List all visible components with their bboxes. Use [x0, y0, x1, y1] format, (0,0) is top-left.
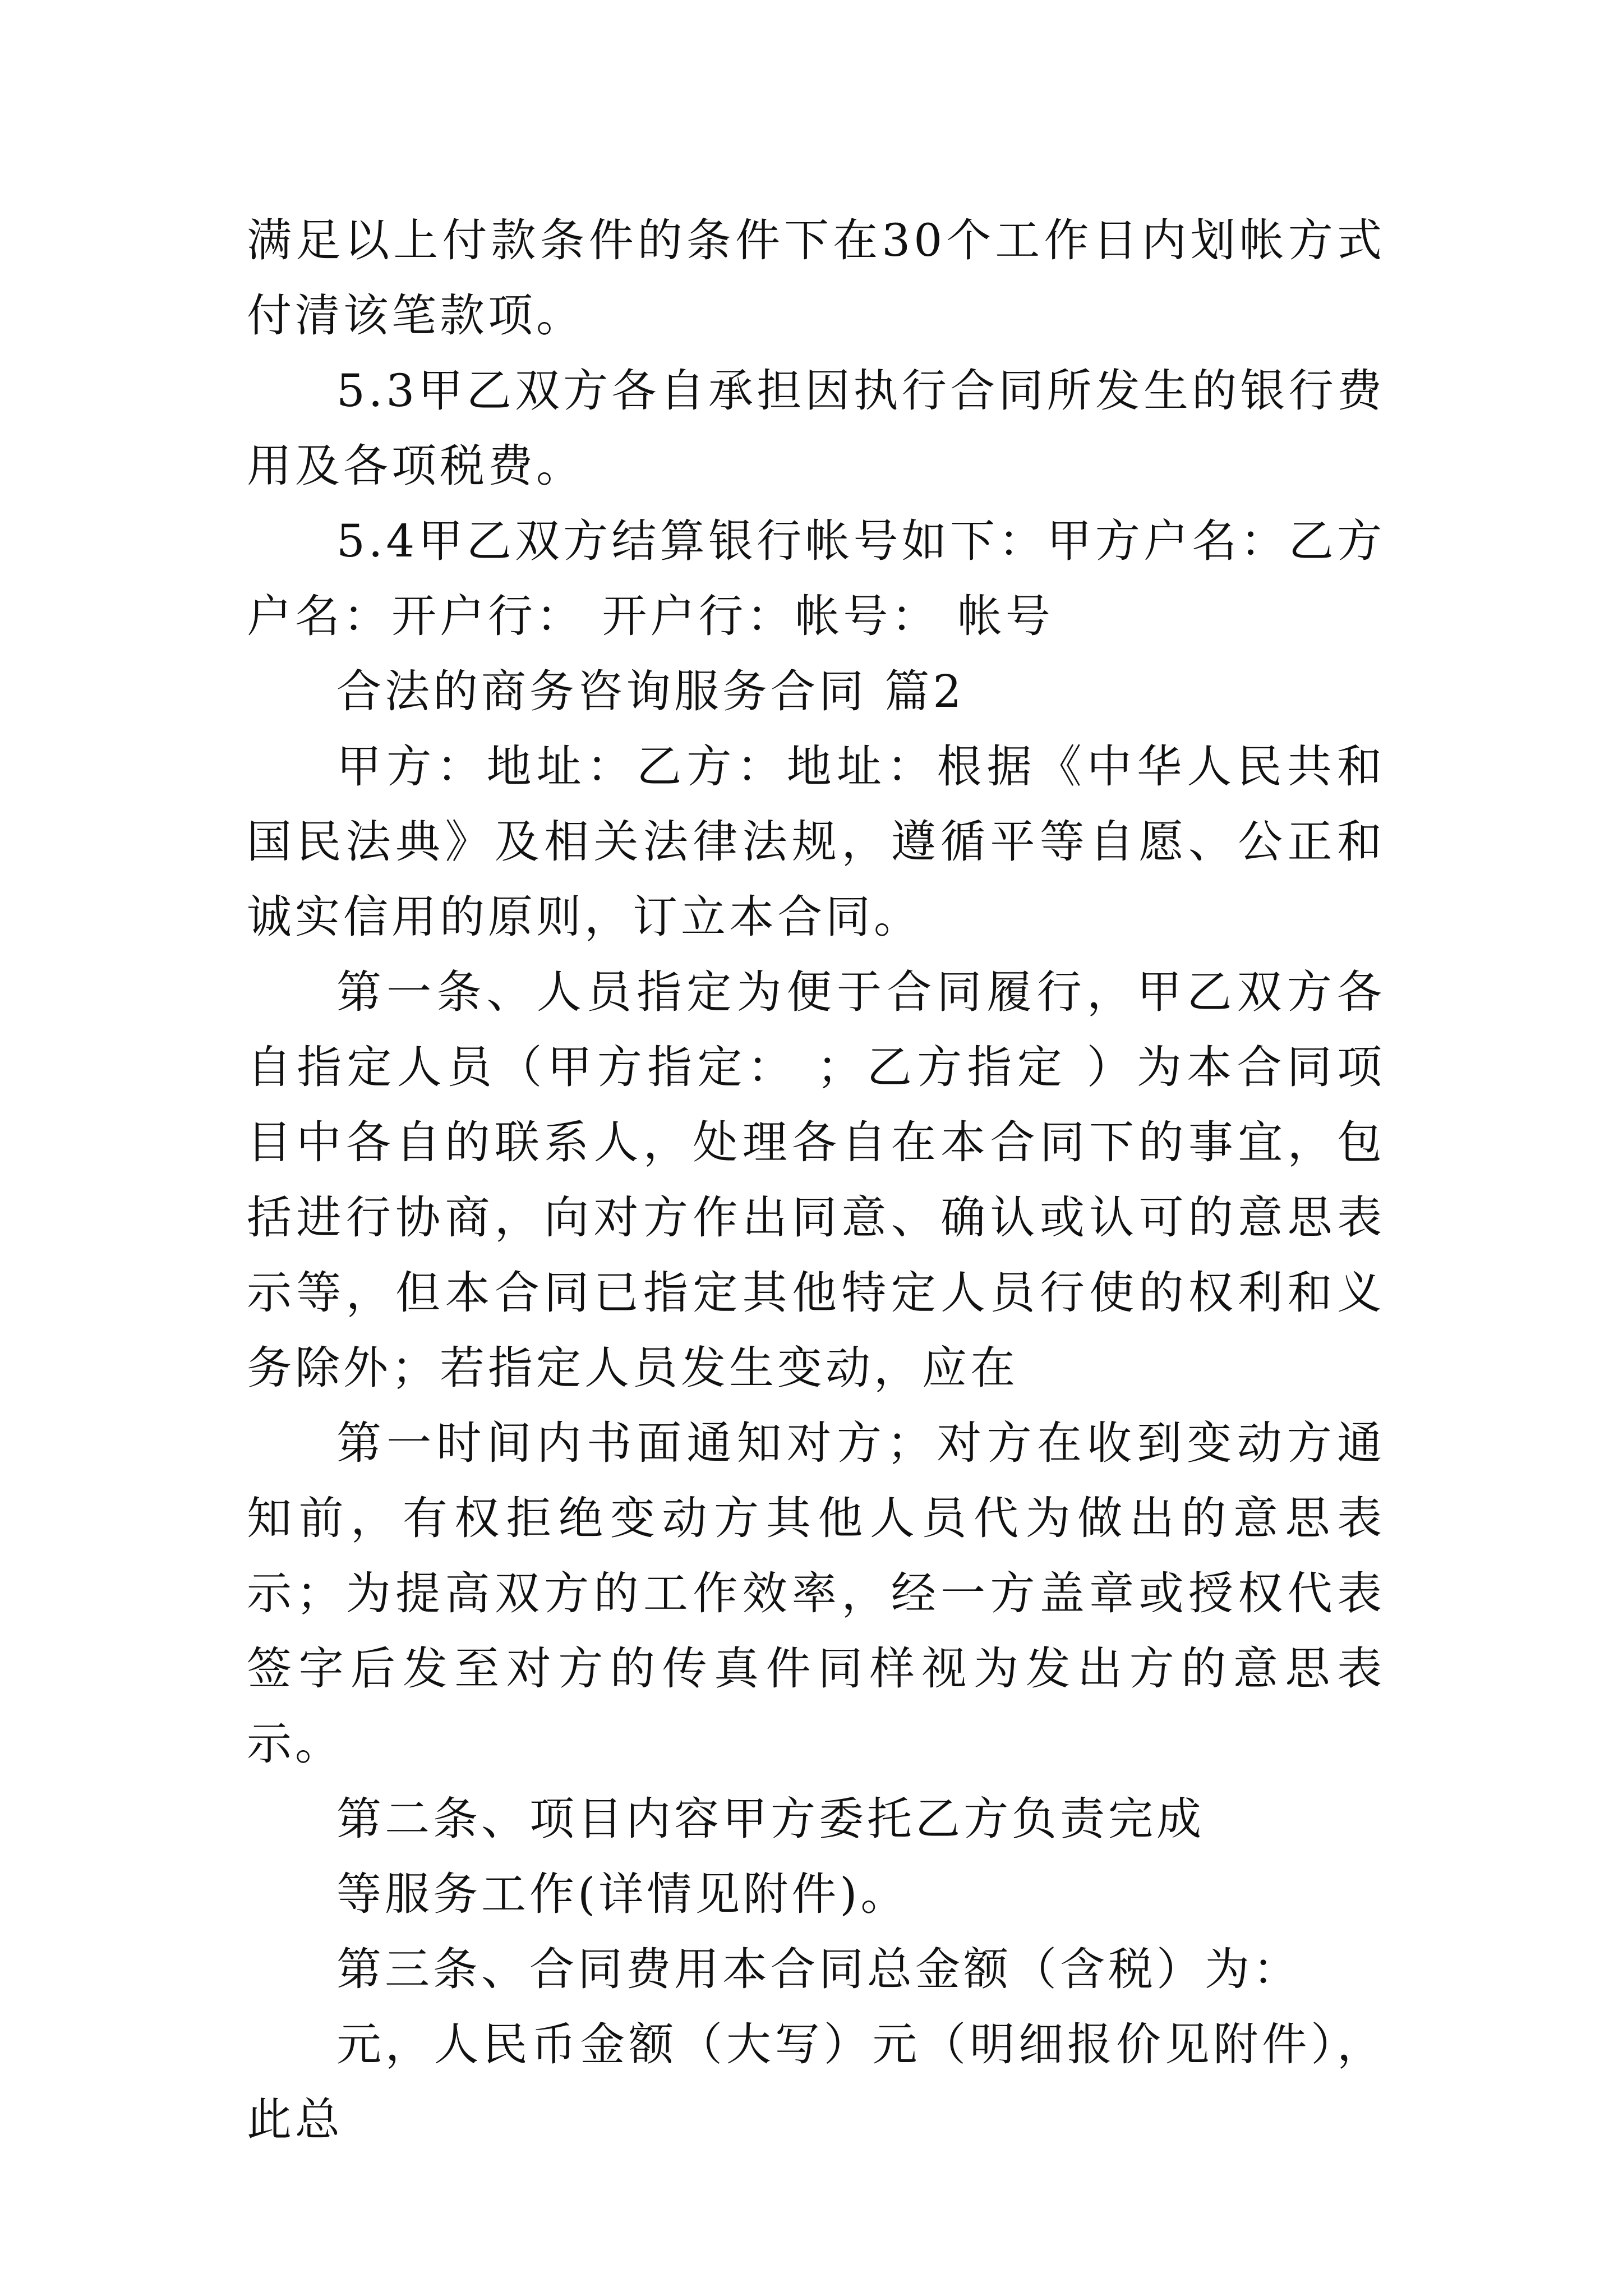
paragraph-3: 5.4甲乙双方结算银行帐号如下：甲方户名：乙方户名：开户行： 开户行：帐号： 帐号: [247, 515, 1385, 642]
paragraph-9: 等服务工作(详情见附件)。: [336, 1868, 909, 1920]
paragraph-5: 甲方：地址：乙方：地址：根据《中华人民共和国民法典》及相关法律法规，遵循平等自愿、公正和诚实信用的原则，订立本合同。: [247, 740, 1385, 943]
paragraph-8: 第二条、项目内容甲方委托乙方负责完成: [336, 1793, 1205, 1845]
document-body: [247, 203, 1385, 2157]
paragraph-2: 5.3甲乙双方各自承担因执行合同所发生的银行费用及各项税费。: [247, 365, 1385, 492]
section-heading: 合法的商务咨询服务合同 篇2: [336, 665, 965, 717]
paragraph-10: 第三条、合同费用本合同总金额（含税）为：: [336, 1943, 1301, 1995]
paragraph-6: 第一条、人员指定为便于合同履行，甲乙双方各自指定人员（甲方指定： ；乙方指定 ）为本合同项目中各自的联系人，处理各自在本合同下的事宜，包括进行协商，向对方作出同意、确认或认可的意思表示等，但本合同已指定其他特定人员行使的权利和义务除外；若指定人员发生变动，应在: [247, 966, 1385, 1394]
paragraph-1: 满足以上付款条件的条件下在30个工作日内划帐方式付清该笔款项。: [247, 214, 1385, 342]
paragraph-11: 元，人民币金额（大写）元（明细报价见附件），此总: [247, 2018, 1385, 2146]
paragraph-7: 第一时间内书面通知对方；对方在收到变动方通知前，有权拒绝变动方其他人员代为做出的意思表示；为提高双方的工作效率，经一方盖章或授权代表签字后发至对方的传真件同样视为发出方的意思表示。: [247, 1417, 1385, 1770]
